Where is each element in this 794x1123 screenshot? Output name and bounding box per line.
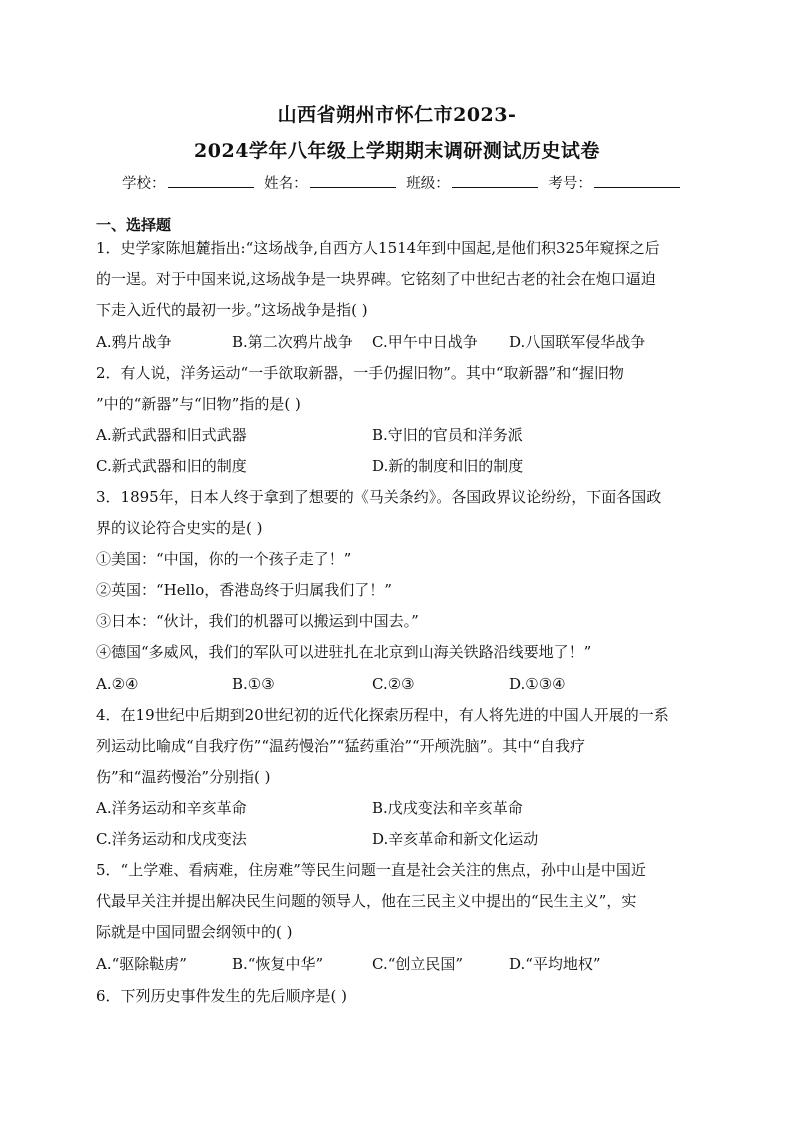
class-label: 班级：: [406, 176, 450, 192]
question-5-option-d[interactable]: D.“平均地权”: [509, 955, 601, 973]
question-3-line-1: 3．1895年，日本人终于拿到了想要的《马关条约》。各国政界议论纷纷，下面各国政: [96, 488, 662, 506]
class-blank[interactable]: [452, 173, 538, 188]
name-blank[interactable]: [310, 173, 396, 188]
question-1-option-d[interactable]: D.八国联军侵华战争: [509, 333, 646, 351]
question-3-statement-3: ③日本：“伙计，我们的机器可以搬运到中国去。”: [96, 612, 419, 630]
question-2-line-2: ”中的“新器”与“旧物”指的是( ): [96, 395, 301, 413]
name-label: 姓名：: [264, 176, 308, 192]
question-5-option-a[interactable]: A.“驱除鞑虏”: [96, 955, 187, 973]
school-label: 学校：: [122, 176, 166, 192]
question-3-option-d[interactable]: D.①③④: [509, 675, 566, 693]
question-1-option-b[interactable]: B.第二次鸦片战争: [232, 333, 353, 351]
question-5-option-c[interactable]: C.“创立民国”: [372, 955, 464, 973]
section-heading: 一、选择题: [96, 216, 172, 234]
question-3-statement-4: ④德国“多威风，我们的军队可以进驻扎在北京到山海关铁路沿线要地了！”: [96, 643, 592, 661]
question-4-option-b[interactable]: B.戊戌变法和辛亥革命: [372, 799, 523, 817]
question-2-option-d[interactable]: D.新的制度和旧的制度: [372, 457, 524, 475]
question-2-option-c[interactable]: C.新式武器和旧的制度: [96, 457, 247, 475]
question-3-line-2: 界的议论符合史实的是( ): [96, 519, 263, 537]
question-4-line-1: 4．在19世纪中后期到20世纪初的近代化探索历程中，有人将先进的中国人开展的一系: [96, 706, 669, 724]
question-4-option-c[interactable]: C.洋务运动和戊戌变法: [96, 830, 247, 848]
question-1-option-c[interactable]: C.甲午中日战争: [372, 333, 478, 351]
question-6-line-1: 6．下列历史事件发生的先后顺序是( ): [96, 987, 348, 1005]
question-5-line-3: 际就是中国同盟会纲领中的( ): [96, 923, 293, 941]
number-label: 考号：: [548, 176, 592, 192]
question-3-option-a[interactable]: A.②④: [96, 675, 139, 693]
school-blank[interactable]: [168, 173, 254, 188]
question-1-line-1: 1．史学家陈旭麓指出:“这场战争,自西方人1514年到中国起,是他们积325年窥探之后: [96, 239, 660, 257]
question-3-option-c[interactable]: C.②③: [372, 675, 415, 693]
question-1-line-2: 的一逞。对于中国来说,这场战争是一块界碑。它铭刻了中世纪古老的社会在炮口逼迫: [96, 270, 656, 288]
question-3-statement-2: ②英国：“Hello，香港岛终于归属我们了！”: [96, 581, 392, 599]
number-blank[interactable]: [594, 173, 680, 188]
question-1-option-a[interactable]: A.鸦片战争: [96, 333, 172, 351]
question-4-line-2: 列运动比喻成“自我疗伤”“温药慢治”“猛药重治”“开颅洗脑”。其中“自我疗: [96, 737, 586, 755]
question-5-line-1: 5．“上学难、看病难，住房难”等民生问题一直是社会关注的焦点，孙中山是中国近: [96, 861, 646, 879]
question-5-option-b[interactable]: B.“恢复中华”: [232, 955, 324, 973]
exam-title-line-2: 2024学年八年级上学期期末调研测试历史试卷: [194, 140, 600, 162]
question-2-line-1: 2．有人说，洋务运动“一手欲取新器，一手仍握旧物”。其中“取新器”和“握旧物: [96, 364, 624, 382]
student-info-row: [122, 172, 682, 193]
question-2-option-a[interactable]: A.新式武器和旧式武器: [96, 426, 247, 444]
question-3-statement-1: ①美国：“中国，你的一个孩子走了！”: [96, 550, 352, 568]
question-4-line-3: 伤”和“温药慢治”分别指( ): [96, 768, 271, 786]
question-4-option-d[interactable]: D.辛亥革命和新文化运动: [372, 830, 539, 848]
question-1-line-3: 下走入近代的最初一步。”这场战争是指( ): [96, 301, 368, 319]
question-2-option-b[interactable]: B.守旧的官员和洋务派: [372, 426, 523, 444]
question-3-option-b[interactable]: B.①③: [232, 675, 275, 693]
question-5-line-2: 代最早关注并提出解决民生问题的领导人，他在三民主义中提出的“民生主义”，实: [96, 892, 637, 910]
exam-title-line-1: 山西省朔州市怀仁市2023-: [277, 104, 517, 126]
question-4-option-a[interactable]: A.洋务运动和辛亥革命: [96, 799, 247, 817]
